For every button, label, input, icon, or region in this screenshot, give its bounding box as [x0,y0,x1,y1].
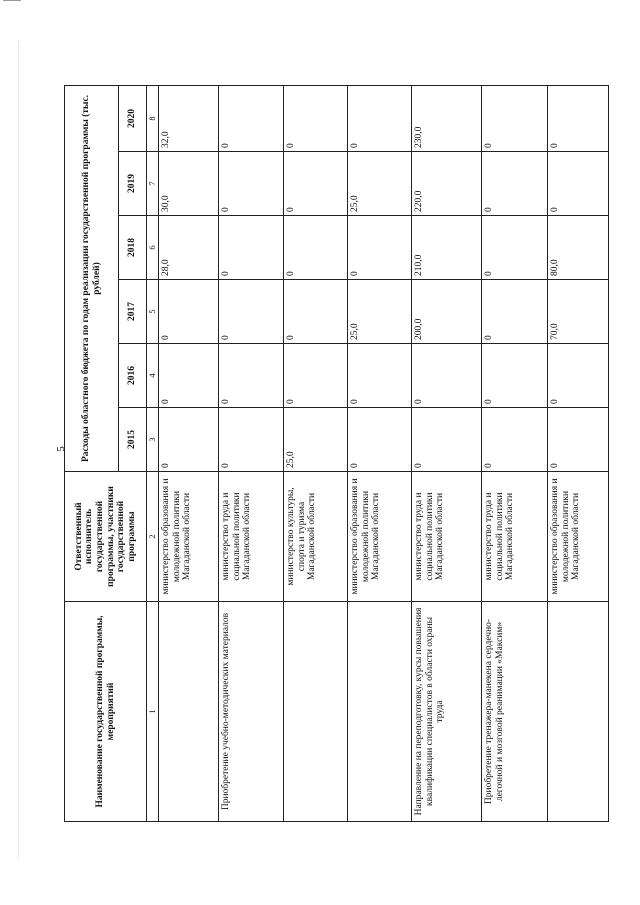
program-name [159,602,219,822]
value-2020: 0 [548,85,609,151]
value-2018: 80,0 [548,216,609,280]
value-2017: 200,0 [412,280,482,344]
program-name: Направление на переподготовку, курсы повышения квалификации специалистов в области охраны труда [412,602,482,822]
col-number: 2 [147,472,159,602]
value-2015: 25,0 [284,408,348,472]
program-name [548,602,609,822]
value-2018: 0 [482,216,548,280]
page-number: 5 [54,446,67,452]
year-header: 2018 [119,216,147,280]
header-name: Наименование государственной программы, мероприятий [65,602,147,822]
table-row [482,85,548,821]
header-executor: Ответственный исполнитель государственной программы, участники государственной программы [65,472,147,602]
value-2020: 230,0 [412,85,482,151]
col-number: 3 [147,408,159,472]
executor: министерство образования и молодежной политики Магаданской области [548,472,609,602]
value-2016: 0 [219,344,284,408]
value-2018: 0 [284,216,348,280]
executor: министерство образования и молодежной политики Магаданской области [159,472,219,602]
value-2015: 0 [348,408,412,472]
table-row [412,85,482,821]
col-number: 7 [147,152,159,216]
value-2020: 0 [284,85,348,151]
year-header: 2017 [119,280,147,344]
scan-artifact-line [18,40,21,860]
value-2017: 0 [482,280,548,344]
value-2016: 0 [482,344,548,408]
value-2018: 0 [219,216,284,280]
value-2020: 32,0 [159,85,219,151]
value-2017: 25,0 [348,280,412,344]
table-row [219,85,284,821]
program-name [348,602,412,822]
year-header: 2019 [119,152,147,216]
executor: министерство труда и социальной политики Магаданской области [412,472,482,602]
program-name: Приобретение учебно-методических материалов [219,602,284,822]
program-name: Приобретение тренажера-манекена сердечно-легочной и мозговой реанимации «Максим» [482,602,548,822]
value-2020: 0 [348,85,412,151]
col-number: 6 [147,216,159,280]
year-header: 2020 [119,85,147,151]
year-header: 2016 [119,344,147,408]
value-2017: 70,0 [548,280,609,344]
col-number: 1 [147,602,159,822]
value-2016: 0 [284,344,348,408]
table-row [284,85,348,821]
executor: министерство труда и социальной политики Магаданской области [482,472,548,602]
value-2016: 0 [348,344,412,408]
value-2019: 0 [482,152,548,216]
value-2018: 28,0 [159,216,219,280]
value-2016: 0 [159,344,219,408]
column-numbers-row [147,85,159,821]
value-2019: 220,0 [412,152,482,216]
value-2016: 0 [548,344,609,408]
executor: министерство труда и социальной политики Магаданской области [219,472,284,602]
value-2015: 0 [412,408,482,472]
col-number: 4 [147,344,159,408]
value-2019: 30,0 [159,152,219,216]
budget-table [64,85,609,822]
value-2015: 0 [548,408,609,472]
value-2016: 0 [412,344,482,408]
table-row [548,85,609,821]
value-2018: 0 [348,216,412,280]
value-2020: 0 [482,85,548,151]
header-expenses: Расходы областного бюджета по годам реализации государственной программы (тыс. рублей) [65,85,119,471]
year-header: 2015 [119,408,147,472]
value-2019: 0 [548,152,609,216]
value-2015: 0 [219,408,284,472]
table-row [159,85,219,821]
value-2019: 0 [219,152,284,216]
executor: министерство образования и молодежной политики Магаданской области [348,472,412,602]
value-2017: 0 [159,280,219,344]
executor: министерство культуры, спорта и туризма Магаданской области [284,472,348,602]
scan-artifact [3,0,21,7]
value-2017: 0 [284,280,348,344]
value-2017: 0 [219,280,284,344]
value-2020: 0 [219,85,284,151]
table-row [348,85,412,821]
rotated-page [64,86,588,822]
col-number: 8 [147,85,159,151]
value-2019: 25,0 [348,152,412,216]
value-2018: 210,0 [412,216,482,280]
program-name [284,602,348,822]
value-2019: 0 [284,152,348,216]
value-2015: 0 [159,408,219,472]
header-row [65,85,119,821]
col-number: 5 [147,280,159,344]
value-2015: 0 [482,408,548,472]
